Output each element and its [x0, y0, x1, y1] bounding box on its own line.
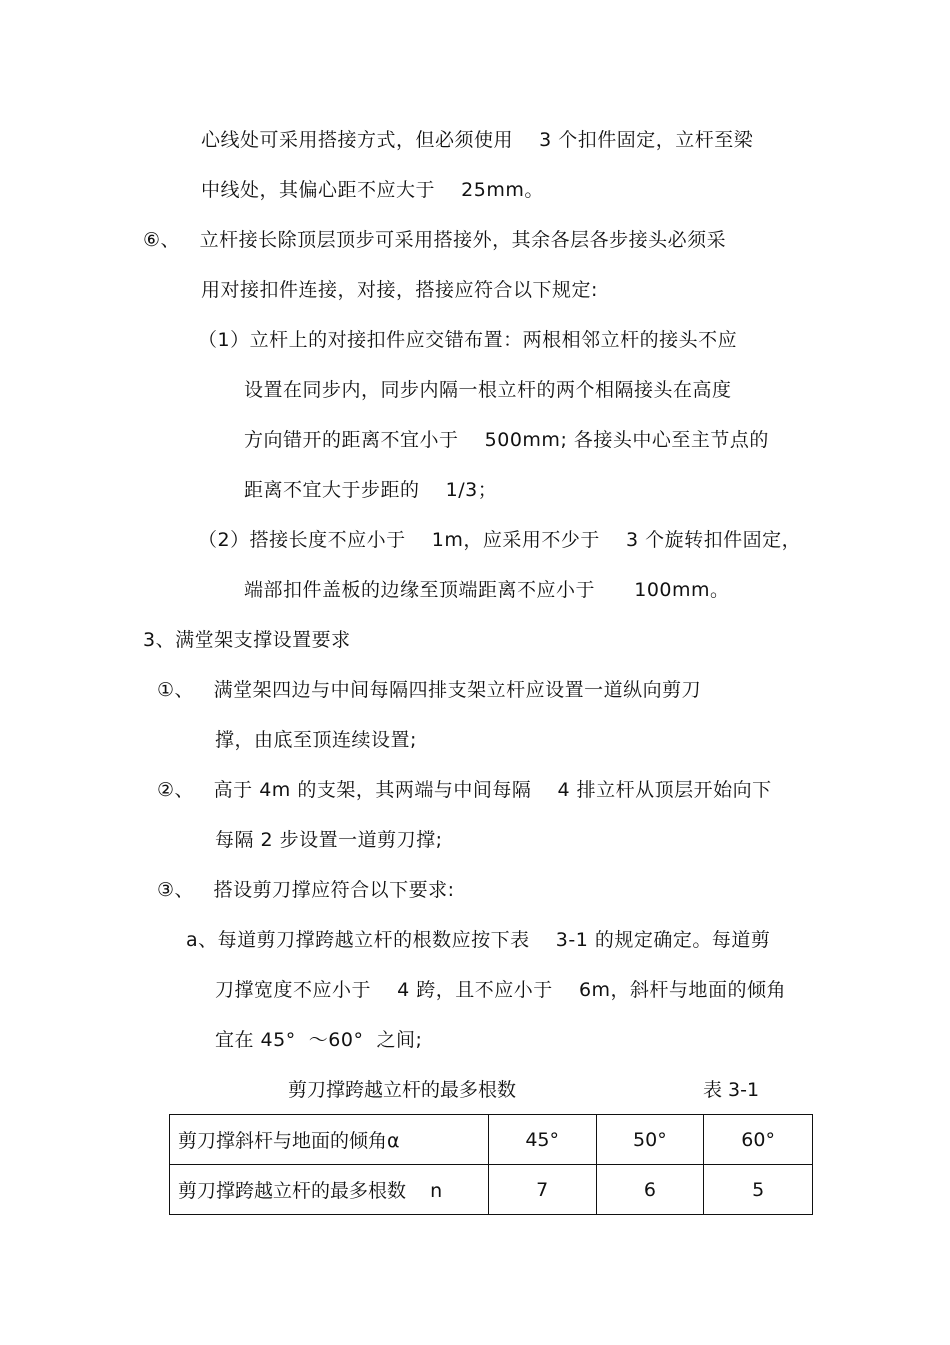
spec-table	[169, 1114, 813, 1215]
row-label: 剪刀撑斜杆与地面的倾角α	[170, 1115, 489, 1165]
paragraph-line: 中线处，其偏心距不应大于 25mm。	[201, 179, 544, 201]
paragraph-line: 端部扣件盖板的边缘至顶端距离不应小于 100mm。	[244, 579, 730, 601]
table-cell: 50°	[596, 1115, 704, 1165]
table-cell: 6	[596, 1165, 704, 1215]
list-item-line: （1）立杆上的对接扣件应交错布置：两根相邻立杆的接头不应	[198, 329, 738, 351]
table-cell: 60°	[704, 1115, 813, 1165]
table-row	[170, 1165, 813, 1215]
list-item-line: ①、 满堂架四边与中间每隔四排支架立杆应设置一道纵向剪刀	[157, 679, 702, 701]
list-item-line: ②、 高于 4m 的支架，其两端与中间每隔 4 排立杆从顶层开始向下	[157, 779, 772, 801]
table-cell: 45°	[488, 1115, 596, 1165]
paragraph-line: 设置在同步内，同步内隔一根立杆的两个相隔接头在高度	[244, 379, 732, 401]
paragraph-line: 心线处可采用搭接方式，但必须使用 3 个扣件固定，立杆至梁	[201, 129, 754, 151]
table-caption: 剪刀撑跨越立杆的最多根数	[288, 1079, 517, 1101]
list-item-line: a、每道剪刀撑跨越立杆的根数应按下表 3-1 的规定确定。每道剪	[186, 929, 771, 951]
paragraph-line: 撑，由底至顶连续设置;	[215, 729, 417, 751]
paragraph-line: 距离不宜大于步距的 1/3；	[244, 479, 498, 501]
list-item-line: ③、 搭设剪刀撑应符合以下要求:	[157, 879, 455, 901]
paragraph-line: 方向错开的距离不宜小于 500mm; 各接头中心至主节点的	[244, 429, 769, 451]
table-number: 表 3-1	[703, 1079, 760, 1101]
row-label: 剪刀撑跨越立杆的最多根数 n	[170, 1165, 489, 1215]
paragraph-line: 刀撑宽度不应小于 4 跨，且不应小于 6m，斜杆与地面的倾角	[215, 979, 787, 1001]
paragraph-line: 宜在 45° ～60° 之间;	[215, 1029, 423, 1051]
list-item-line: （2）搭接长度不应小于 1m，应采用不少于 3 个旋转扣件固定，	[198, 529, 802, 551]
paragraph-line: 用对接扣件连接，对接，搭接应符合以下规定:	[201, 279, 598, 301]
paragraph-line: 每隔 2 步设置一道剪刀撑;	[215, 829, 443, 851]
section-heading: 3、满堂架支撑设置要求	[143, 629, 351, 651]
table-row	[170, 1115, 813, 1165]
table-cell: 7	[488, 1165, 596, 1215]
list-item-line: ⑥、 立杆接长除顶层顶步可采用搭接外，其余各层各步接头必须采	[143, 229, 727, 251]
table-cell: 5	[704, 1165, 813, 1215]
